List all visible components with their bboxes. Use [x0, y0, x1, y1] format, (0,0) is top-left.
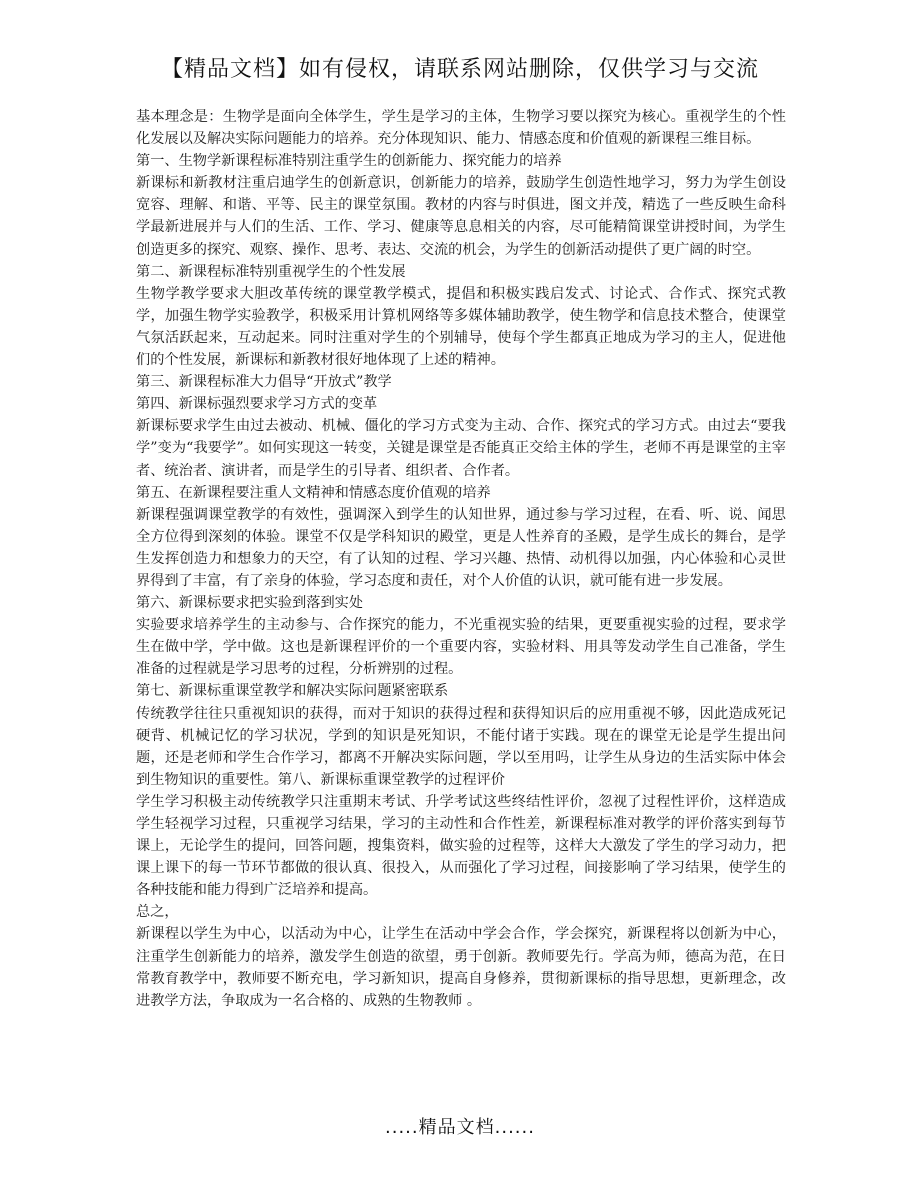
paragraph-8: 学生学习积极主动传统教学只注重期末考试、升学考试这些终结性评价，忽视了过程性评价，这样造成学生轻视学习过程，只重视学习结果，学习的主动性和合作性差，新课程标准对教学的评价落实到每节课上，无论学生的提问，回答问题，搜集资料，做实验的过程等，这样大大激发了学生的学习动力，把课上课下的每一节环节都做的很认真、很投入，从而强化了学习过程，间接影响了学习结果，使学生的各种技能和能力得到广泛培养和提高。	[136, 793, 786, 899]
section-heading-4: 第四、新课标强烈要求学习方式的变革	[136, 396, 378, 413]
paragraph-6: 实验要求培养学生的主动参与、合作探究的能力，不光重视实验的结果，更要重视实验的过程，要求学生在做中学，学中做。这也是新课程评价的一个重要内容，实验材料、用具等发动学生自己准备，学生准备的过程就是学习思考的过程，分析辨别的过程。	[136, 617, 786, 678]
section-heading-3: 第三、新课程标准大力倡导“开放式”教学	[136, 374, 392, 391]
page-header-title: 【精品文档】如有侵权，请联系网站删除，仅供学习与交流	[160, 57, 759, 82]
section-heading-6: 第六、新课标要求把实验到落到实处	[136, 595, 364, 612]
summary-heading: 总之，	[136, 904, 179, 921]
page-footer: .....精品文档......	[385, 1117, 535, 1138]
paragraph-intro: 基本理念是：生物学是面向全体学生，学生是学习的主体，生物学习要以探究为核心。重视学生的个性化发展以及解决实际问题能力的培养。充分体现知识、能力、情感态度和价值观的新课程三维目标。	[136, 109, 786, 148]
paragraph-1: 新课标和新教材注重启迪学生的创新意识，创新能力的培养，鼓励学生创造性地学习，努力为学生创设宽容、理解、和谐、平等、民主的课堂氛围。教材的内容与时俱进，图文并茂，精选了一些反映生命科学最新进展并与人们的生活、工作、学习、健康等息息相关的内容，尽可能精简课堂讲授时间，为学生创造更多的探究、观察、操作、思考、表达、交流的机会，为学生的创新活动提供了更广阔的时空。	[136, 175, 786, 258]
paragraph-5: 新课程强调课堂教学的有效性，强调深入到学生的认知世界，通过参与学习过程，在看、听、说、闻思全方位得到深刻的体验。课堂不仅是学科知识的殿堂，更是人性养育的圣殿，是学生成长的舞台，是学生发挥创造力和想象力的天空，有了认知的过程、学习兴趣、热情、动机得以加强，内心体验和心灵世界得到了丰富，有了亲身的体验，学习态度和责任，对个人价值的认识，就可能有进一步发展。	[136, 506, 786, 589]
section-heading-5: 第五、在新课程要注重人文精神和情感态度价值观的培养	[136, 484, 491, 501]
paragraph-2: 生物学教学要求大胆改革传统的课堂教学模式，提倡和积极实践启发式、讨论式、合作式、探究式教学，加强生物学实验教学，积极采用计算机网络等多媒体辅助教学，使生物学和信息技术整合，使课堂气氛活跃起来，互动起来。同时注重对学生的个别辅导，使每个学生都真正地成为学习的主人，促进他们的个性发展，新课标和新教材很好地体现了上述的精神。	[136, 285, 786, 369]
section-heading-1: 第一、生物学新课程标准特别注重学生的创新能力、探究能力的培养	[136, 153, 562, 170]
section-heading-7: 第七、新课标重课堂教学和解决实际问题紧密联系	[136, 683, 449, 700]
paragraph-4: 新课标要求学生由过去被动、机械、僵化的学习方式变为主动、合作、探究式的学习方式。由过去“要我学”变为“我要学”。如何实现这一转变，关键是课堂是否能真正交给主体的学生，老师不再是课堂的主宰者、统治者、演讲者，而是学生的引导者、组织者、合作者。	[136, 418, 786, 479]
paragraph-summary: 新课程以学生为中心，以活动为中心，让学生在活动中学会合作，学会探究，新课程将以创新为中心，注重学生创新能力的培养，激发学生创造的欲望，勇于创新。教师要先行。学高为师，德高为范，在日常教育教学中，教师要不断充电，学习新知识，提高自身修养，贯彻新课标的指导思想，更新理念，改进教学方法，争取成为一名合格的、成熟的生物教师 。	[136, 926, 786, 1009]
section-heading-2: 第二、新课程标准特别重视学生的个性发展	[136, 263, 406, 280]
paragraph-7: 传统教学往往只重视知识的获得，而对于知识的获得过程和获得知识后的应用重视不够，因此造成死记硬背、机械记忆的学习状况，学到的知识是死知识，不能付诸于实践。现在的课堂无论是学生提出问题，还是老师和学生合作学习，都离不开解决实际问题，学以至用吗，让学生从身边的生活实际中体会到生物知识的重要性。第八、新课标重课堂教学的过程评价	[136, 705, 786, 788]
document-body	[136, 106, 786, 1012]
